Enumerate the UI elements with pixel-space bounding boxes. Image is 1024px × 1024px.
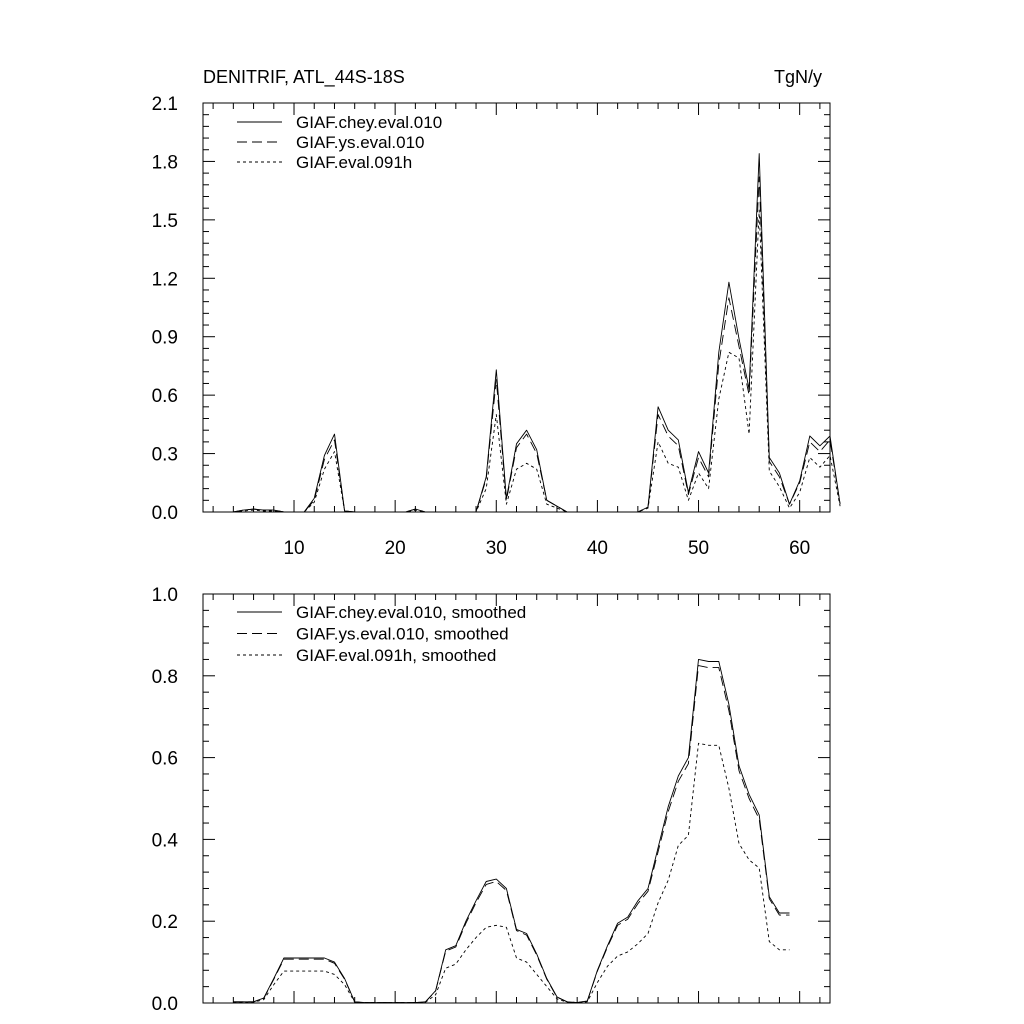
y-tick-label: 0.8	[151, 666, 178, 688]
y-tick-label: 1.2	[151, 269, 178, 291]
legend-label: GIAF.chey.eval.010, smoothed	[296, 603, 527, 622]
bottom-chart-panel	[152, 585, 830, 1015]
legend-label: GIAF.eval.091h	[296, 153, 413, 172]
y-tick-label: 0.4	[151, 830, 178, 852]
legend-label: GIAF.ys.eval.010, smoothed	[296, 624, 509, 644]
y-tick-label: 0.6	[151, 748, 178, 770]
top-chart-title: DENITRIF, ATL_44S-18S	[203, 67, 405, 87]
series-line-solid	[203, 154, 840, 512]
y-tick-label: 2.1	[151, 94, 178, 115]
y-tick-label: 0.0	[151, 503, 178, 524]
y-tick-label: 0.3	[151, 444, 178, 466]
top-chart-panel	[152, 67, 841, 559]
series-line-solid	[233, 659, 789, 1002]
x-tick-label: 20	[384, 538, 406, 559]
x-tick-label: 50	[687, 538, 710, 559]
x-tick-label: 30	[485, 538, 507, 559]
series-line-dashed	[233, 666, 789, 1003]
y-tick-label: 1.5	[151, 210, 178, 232]
x-tick-label: 60	[789, 538, 811, 559]
y-tick-label: 0.6	[151, 386, 178, 408]
series-line-dashed	[203, 177, 840, 512]
legend-label: GIAF.eval.091h, smoothed	[296, 646, 497, 665]
y-tick-label: 0.0	[151, 994, 178, 1015]
series-line-dotted	[233, 743, 789, 1002]
x-tick-label: 40	[586, 538, 608, 559]
legend-label: GIAF.ys.eval.010	[296, 133, 425, 152]
y-tick-label: 0.2	[151, 912, 178, 934]
y-tick-label: 0.9	[151, 327, 178, 349]
y-tick-label: 1.0	[151, 585, 178, 606]
y-tick-label: 1.8	[151, 152, 178, 174]
series-line-dotted	[203, 210, 840, 512]
x-tick-label: 10	[283, 538, 305, 559]
top-chart-units: TgN/y	[773, 67, 822, 87]
legend-label: GIAF.chey.eval.010	[296, 113, 443, 132]
